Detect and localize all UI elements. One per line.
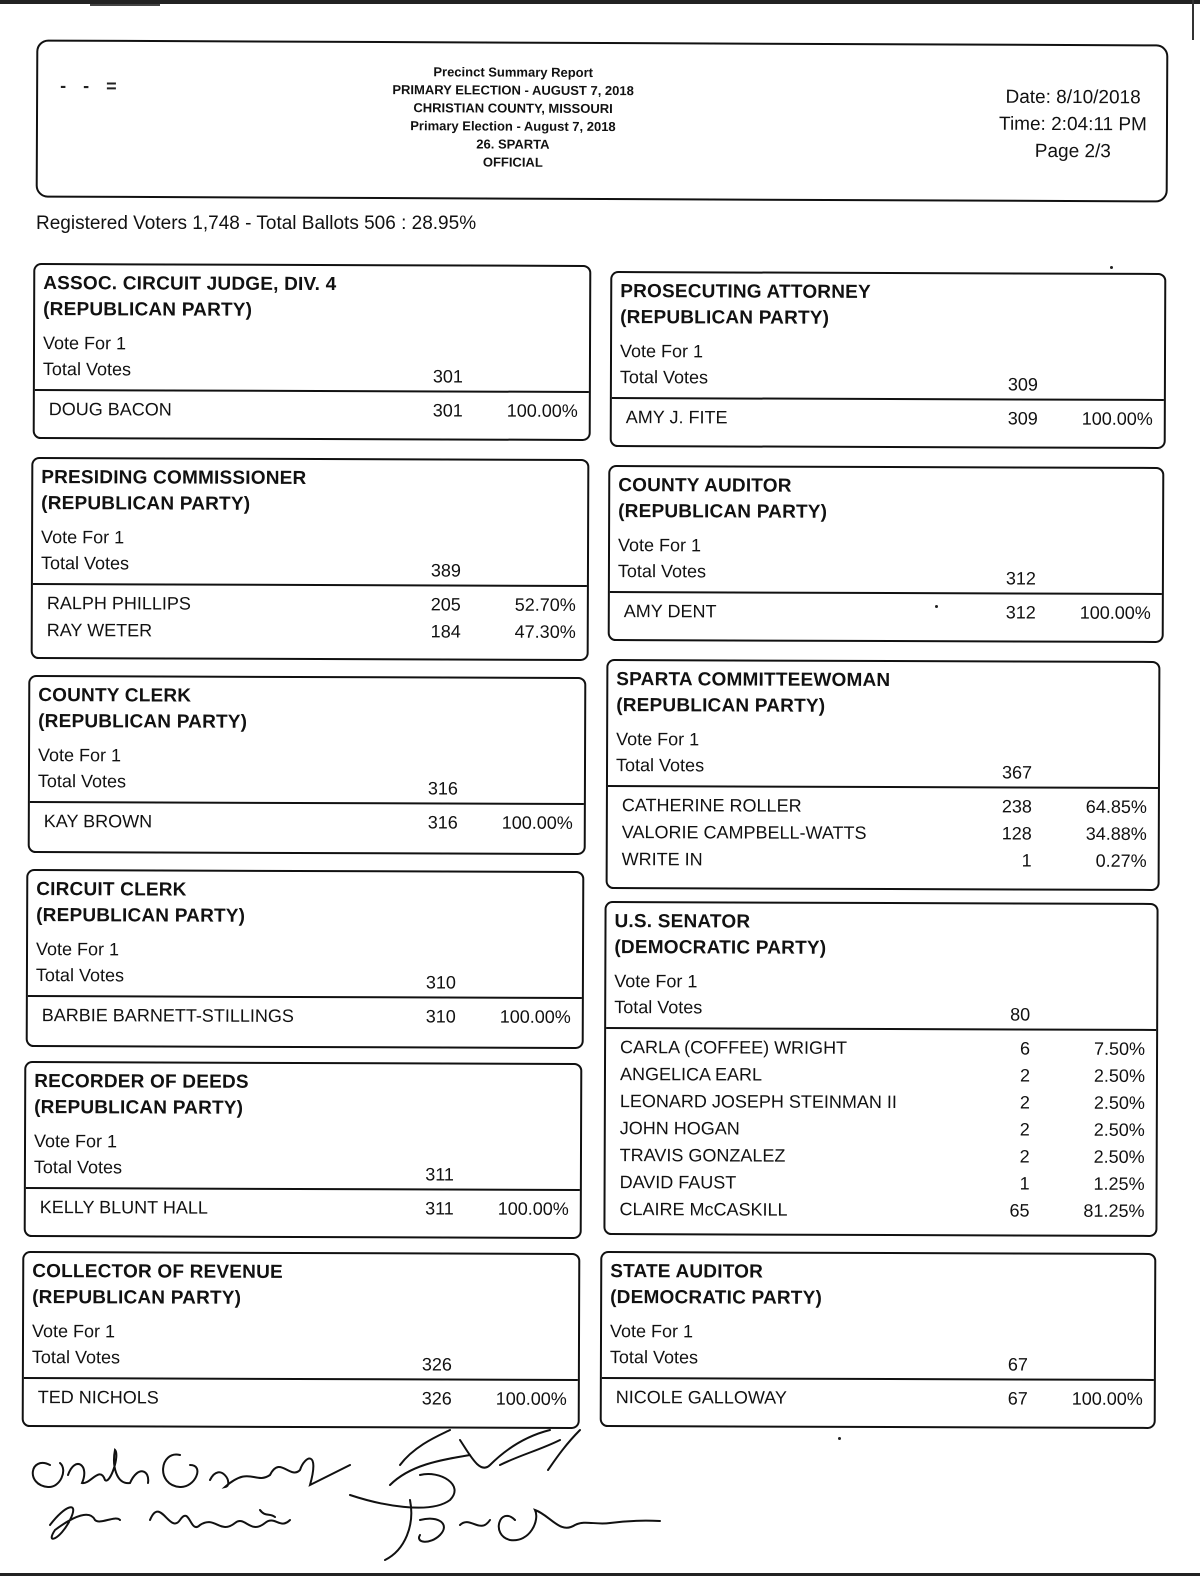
race-box <box>24 1061 583 1239</box>
vote-for-label: Vote For 1 <box>619 341 704 362</box>
race-box <box>606 659 1161 891</box>
candidate-name: RAY WETER <box>46 620 153 641</box>
candidate-votes: 2 <box>1019 1065 1031 1086</box>
vote-for-label: Vote For 1 <box>41 527 125 548</box>
office-name: COUNTY AUDITOR <box>618 475 792 497</box>
total-votes-value: 367 <box>1001 762 1033 783</box>
candidate-votes: 2 <box>1019 1119 1030 1140</box>
race-divider <box>612 397 1164 401</box>
candidate-name: NICOLE GALLOWAY <box>615 1387 787 1408</box>
candidate-row <box>28 1005 582 1034</box>
signature-4 <box>385 1500 660 1560</box>
race-divider <box>26 1187 580 1191</box>
total-votes-label: Total Votes <box>614 997 703 1018</box>
candidate-name: KELLY BLUNT HALL <box>39 1197 208 1218</box>
candidate-percent: 100.00% <box>1079 602 1151 623</box>
race-divider <box>30 801 584 805</box>
signature-1 <box>33 1450 350 1487</box>
candidate-votes: 6 <box>1020 1038 1031 1059</box>
candidate-percent: 2.50% <box>1093 1119 1145 1140</box>
race-title <box>620 279 871 332</box>
race-title <box>43 271 336 324</box>
candidate-row <box>606 1172 1156 1201</box>
page-number: Page 2/3 <box>1034 140 1111 163</box>
scan-specks: - - = <box>60 75 123 96</box>
report-time: Time: 2:04:11 PM <box>999 113 1147 136</box>
candidate-votes: 326 <box>421 1388 452 1409</box>
candidate-row <box>608 795 1158 824</box>
candidate-percent: 64.85% <box>1085 796 1147 817</box>
signatures <box>20 1425 700 1565</box>
race-box <box>610 271 1167 449</box>
total-votes-label: Total Votes <box>33 1157 123 1178</box>
vote-for-label: Vote For 1 <box>617 535 702 556</box>
party-name: (DEMOCRATIC PARTY) <box>610 1287 823 1309</box>
party-name: (REPUBLICAN PARTY) <box>41 493 251 515</box>
total-votes-label: Total Votes <box>35 965 125 986</box>
race-title <box>32 1259 283 1312</box>
race-box <box>603 901 1158 1237</box>
candidate-name: RALPH PHILLIPS <box>46 593 191 614</box>
scan-edge-bottom <box>0 1573 1200 1576</box>
candidate-percent: 34.88% <box>1085 823 1147 844</box>
candidate-percent: 52.70% <box>514 594 576 615</box>
report-header <box>36 40 1169 203</box>
candidate-name: DAVID FAUST <box>619 1172 737 1193</box>
total-votes-value: 312 <box>1005 568 1036 589</box>
race-divider <box>33 583 587 587</box>
signature-2 <box>50 1507 290 1538</box>
candidate-name: JOHN HOGAN <box>619 1118 740 1139</box>
race-title <box>41 465 306 518</box>
race-title <box>610 1259 822 1312</box>
total-votes-label: Total Votes <box>42 359 132 380</box>
candidate-votes: 205 <box>430 594 461 615</box>
candidate-row <box>608 822 1158 851</box>
party-name: (DEMOCRATIC PARTY) <box>614 937 827 959</box>
report-type: Precinct Summary Report <box>433 64 594 80</box>
candidate-row <box>35 399 589 428</box>
race-box <box>26 869 585 1049</box>
candidate-percent: 0.27% <box>1095 850 1147 871</box>
candidate-percent: 1.25% <box>1093 1173 1145 1194</box>
race-title <box>614 909 826 962</box>
total-votes-label: Total Votes <box>609 1347 699 1368</box>
total-votes-value: 309 <box>1007 374 1038 395</box>
candidate-name: TRAVIS GONZALEZ <box>619 1145 786 1166</box>
candidate-name: ANGELICA EARL <box>619 1064 763 1085</box>
race-divider <box>28 995 582 999</box>
candidate-percent: 100.00% <box>499 1006 571 1027</box>
party-name: (REPUBLICAN PARTY) <box>36 905 246 927</box>
vote-for-label: Vote For 1 <box>33 1131 118 1152</box>
total-votes-value: 80 <box>1010 1004 1031 1025</box>
candidate-row <box>606 1064 1156 1093</box>
total-votes-label: Total Votes <box>615 755 705 776</box>
candidate-percent: 100.00% <box>495 1388 567 1409</box>
candidate-row <box>24 1387 578 1416</box>
candidate-votes: 238 <box>1001 796 1032 817</box>
office-name: RECORDER OF DEEDS <box>34 1071 249 1093</box>
race-title <box>616 667 890 720</box>
candidate-percent: 100.00% <box>501 812 573 833</box>
race-title <box>38 683 247 736</box>
total-votes-value: 67 <box>1007 1354 1028 1375</box>
office-name: STATE AUDITOR <box>610 1261 764 1283</box>
candidate-row <box>30 811 584 840</box>
candidate-name: LEONARD JOSEPH STEINMAN II <box>619 1091 897 1113</box>
race-box <box>600 1251 1157 1429</box>
candidate-percent: 2.50% <box>1093 1092 1145 1113</box>
office-name: ASSOC. CIRCUIT JUDGE, DIV. 4 <box>43 273 337 296</box>
office-name: U.S. SENATOR <box>614 911 751 933</box>
candidate-row <box>610 601 1162 630</box>
race-box <box>22 1251 581 1429</box>
candidate-name: CARLA (COFFEE) WRIGHT <box>620 1037 848 1058</box>
race-box <box>28 675 587 855</box>
candidate-votes: 128 <box>1001 823 1032 844</box>
party-name: (REPUBLICAN PARTY) <box>32 1287 242 1309</box>
candidate-votes: 1 <box>1021 850 1032 871</box>
candidate-row <box>606 1118 1156 1147</box>
party-name: (REPUBLICAN PARTY) <box>620 307 830 329</box>
election-subtitle: Primary Election - August 7, 2018 <box>410 118 616 135</box>
candidate-percent: 100.00% <box>1071 1388 1143 1409</box>
party-name: (REPUBLICAN PARTY) <box>34 1097 244 1119</box>
candidate-votes: 65 <box>1009 1200 1030 1221</box>
total-votes-value: 389 <box>430 560 461 581</box>
office-name: COUNTY CLERK <box>38 685 192 707</box>
race-divider <box>35 389 589 393</box>
party-name: (REPUBLICAN PARTY) <box>43 299 253 321</box>
race-box <box>33 263 592 441</box>
scan-mark <box>90 4 160 6</box>
candidate-percent: 47.30% <box>514 621 576 642</box>
total-votes-label: Total Votes <box>617 561 707 582</box>
scan-speck <box>1110 266 1113 269</box>
candidate-name: DOUG BACON <box>48 399 172 420</box>
candidate-name: CATHERINE ROLLER <box>621 795 802 816</box>
candidate-votes: 316 <box>427 812 458 833</box>
jurisdiction: CHRISTIAN COUNTY, MISSOURI <box>413 100 613 117</box>
total-votes-label: Total Votes <box>37 771 127 792</box>
candidate-name: AMY J. FITE <box>625 407 728 428</box>
candidate-row <box>33 620 587 649</box>
party-name: (REPUBLICAN PARTY) <box>616 695 826 717</box>
candidate-name: AMY DENT <box>623 601 717 622</box>
registration-summary: Registered Voters 1,748 - Total Ballots 506 : 28.95% <box>36 213 477 234</box>
candidate-percent: 100.00% <box>1081 408 1153 429</box>
race-box <box>608 465 1165 643</box>
total-votes-value: 301 <box>432 366 463 387</box>
candidate-votes: 2 <box>1019 1092 1030 1113</box>
total-votes-label: Total Votes <box>31 1347 121 1368</box>
candidate-votes: 184 <box>430 621 461 642</box>
candidate-name: BARBIE BARNETT-STILLINGS <box>41 1005 294 1026</box>
candidate-votes: 310 <box>425 1006 456 1027</box>
race-title <box>618 473 827 526</box>
vote-for-label: Vote For 1 <box>37 745 122 766</box>
office-name: CIRCUIT CLERK <box>36 879 187 901</box>
report-date: Date: 8/10/2018 <box>1005 86 1141 109</box>
vote-for-label: Vote For 1 <box>42 333 127 354</box>
total-votes-value: 310 <box>425 972 456 993</box>
race-title <box>36 877 245 930</box>
vote-for-label: Vote For 1 <box>31 1321 116 1342</box>
office-name: COLLECTOR OF REVENUE <box>32 1261 283 1283</box>
candidate-votes: 309 <box>1007 408 1038 429</box>
candidate-percent: 7.50% <box>1093 1038 1146 1059</box>
race-title <box>34 1069 249 1122</box>
race-divider <box>610 591 1162 595</box>
candidate-name: WRITE IN <box>621 849 703 870</box>
office-name: SPARTA COMMITTEEWOMAN <box>616 669 891 692</box>
candidate-votes: 67 <box>1007 1388 1028 1409</box>
race-divider <box>602 1377 1154 1381</box>
candidate-name: VALORIE CAMPBELL-WATTS <box>621 822 867 843</box>
vote-for-label: Vote For 1 <box>614 971 698 992</box>
vote-for-label: Vote For 1 <box>616 729 700 750</box>
candidate-percent: 100.00% <box>497 1198 569 1219</box>
candidate-row <box>612 407 1164 436</box>
vote-for-label: Vote For 1 <box>35 939 120 960</box>
vote-for-label: Vote For 1 <box>609 1321 694 1342</box>
candidate-row <box>606 1091 1156 1120</box>
candidate-percent: 2.50% <box>1093 1065 1146 1086</box>
candidate-votes: 301 <box>432 400 463 421</box>
signature-3 <box>350 1430 580 1508</box>
candidate-votes: 311 <box>425 1198 454 1219</box>
report-status: OFFICIAL <box>482 154 543 170</box>
candidate-row <box>602 1387 1154 1416</box>
party-name: (REPUBLICAN PARTY) <box>38 711 248 733</box>
candidate-percent: 100.00% <box>506 400 578 421</box>
candidate-row <box>26 1197 580 1226</box>
total-votes-value: 316 <box>427 778 458 799</box>
total-votes-value: 311 <box>425 1164 454 1185</box>
scan-edge-top <box>0 0 1200 4</box>
report-meta <box>988 84 1158 166</box>
candidate-row <box>33 593 587 622</box>
candidate-votes: 1 <box>1019 1173 1030 1194</box>
candidate-name: TED NICHOLS <box>37 1387 159 1408</box>
candidate-votes: 312 <box>1005 602 1036 623</box>
office-name: PROSECUTING ATTORNEY <box>620 281 871 303</box>
precinct-name: 26. SPARTA <box>476 136 550 152</box>
scan-speck <box>935 605 938 608</box>
candidate-percent: 2.50% <box>1093 1146 1145 1167</box>
candidate-row <box>605 1199 1155 1228</box>
candidate-row <box>606 1037 1156 1066</box>
scan-speck <box>838 1437 841 1440</box>
candidate-votes: 2 <box>1019 1146 1030 1167</box>
candidate-name: KAY BROWN <box>43 811 153 832</box>
total-votes-label: Total Votes <box>40 553 130 574</box>
race-divider <box>24 1377 578 1381</box>
race-box <box>31 457 590 661</box>
total-votes-label: Total Votes <box>619 367 709 388</box>
candidate-row <box>606 1145 1156 1174</box>
office-name: PRESIDING COMMISSIONER <box>41 467 307 489</box>
election-name: PRIMARY ELECTION - AUGUST 7, 2018 <box>392 82 634 99</box>
scan-edge-right <box>1192 0 1194 40</box>
report-header-title-block <box>338 63 688 173</box>
party-name: (REPUBLICAN PARTY) <box>618 501 828 523</box>
race-divider <box>608 785 1158 789</box>
candidate-percent: 81.25% <box>1083 1200 1145 1221</box>
race-divider <box>606 1027 1156 1031</box>
candidate-name: CLAIRE McCASKILL <box>619 1199 788 1220</box>
candidate-row <box>608 849 1158 878</box>
total-votes-value: 326 <box>421 1354 452 1375</box>
